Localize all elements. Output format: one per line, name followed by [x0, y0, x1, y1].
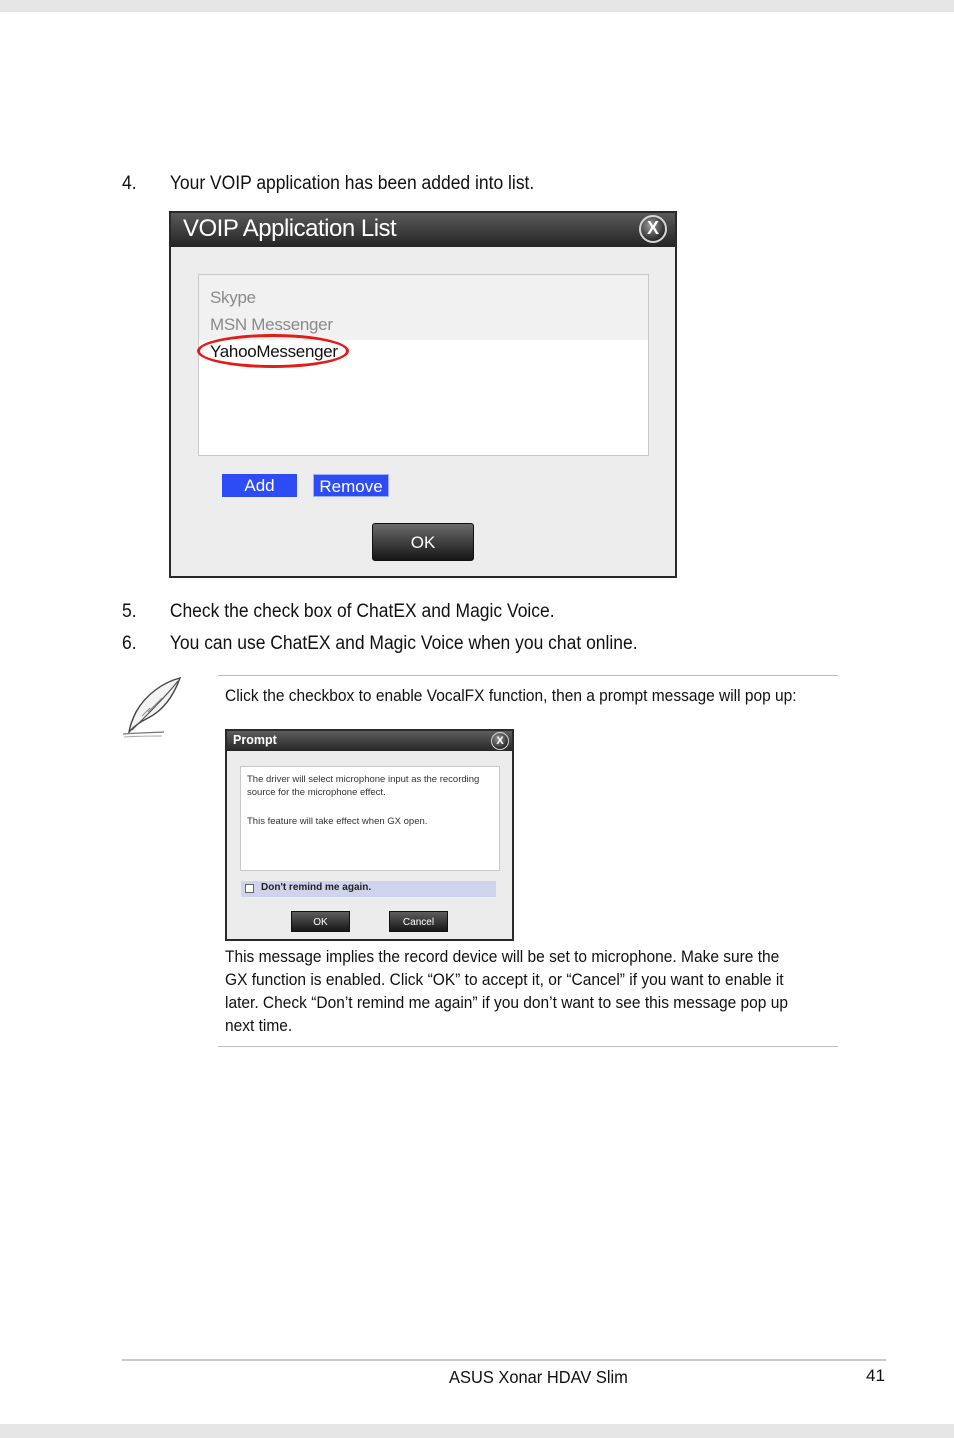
list-item-skype[interactable]: Skype	[210, 288, 256, 307]
note-top-rule	[218, 675, 838, 676]
prompt-titlebar	[227, 731, 512, 751]
step-text: You can use ChatEX and Magic Voice when you chat online.	[169, 633, 638, 654]
close-icon[interactable]: X	[491, 732, 509, 750]
bottom-border-band	[0, 1424, 954, 1438]
dont-remind-label: Don't remind me again.	[261, 882, 372, 893]
page-number: 41	[866, 1366, 885, 1385]
dialog-titlebar	[171, 213, 675, 247]
ok-button[interactable]: OK	[372, 523, 474, 561]
prompt-title: Prompt	[233, 733, 277, 747]
note-intro-text: Click the checkbox to enable VocalFX function, then a prompt message will pop up:	[225, 687, 797, 705]
step-number: 5.	[122, 601, 137, 622]
step-4	[122, 173, 534, 195]
voip-application-list-dialog	[169, 211, 677, 578]
list-item-yahoo-messenger[interactable]: YahooMessenger	[210, 342, 338, 361]
prompt-ok-button[interactable]: OK	[291, 911, 350, 932]
step-number: 6.	[122, 633, 137, 654]
footer-title: ASUS Xonar HDAV Slim	[449, 1367, 628, 1387]
red-highlight-circle	[197, 334, 349, 368]
step-5	[122, 601, 555, 623]
prompt-message-2: This feature will take effect when GX open.	[247, 816, 428, 827]
step-6	[122, 633, 638, 655]
prompt-message-box	[240, 766, 500, 871]
top-border-band	[0, 0, 954, 12]
note-bottom-rule	[218, 1046, 838, 1047]
step-text: Your VOIP application has been added into list.	[169, 173, 535, 194]
add-button[interactable]: Add	[222, 474, 297, 497]
dialog-title: VOIP Application List	[183, 215, 397, 242]
application-list	[198, 274, 649, 456]
quill-pen-icon	[120, 676, 186, 738]
dont-remind-row[interactable]	[241, 881, 496, 897]
note-body-text: This message implies the record device will be set to microphone. Make sure the GX function is enabled. Click “OK” to accept it, or “Cancel” if you want to enable it later. Check “Don’t remind me again” if you don’t want to see this message pop up next time.	[225, 948, 788, 1035]
dont-remind-checkbox[interactable]	[245, 884, 254, 893]
prompt-message-1: The driver will select microphone input as the recording source for the microphone effect.	[247, 774, 480, 798]
footer-rule	[122, 1359, 886, 1361]
prompt-cancel-button[interactable]: Cancel	[389, 911, 448, 932]
close-icon[interactable]: X	[639, 215, 667, 243]
remove-button[interactable]: Remove	[313, 474, 389, 497]
step-text: Check the check box of ChatEX and Magic Voice.	[169, 601, 555, 622]
list-item-msn-messenger[interactable]: MSN Messenger	[210, 315, 333, 334]
prompt-dialog	[225, 729, 514, 941]
step-number: 4.	[122, 173, 137, 194]
